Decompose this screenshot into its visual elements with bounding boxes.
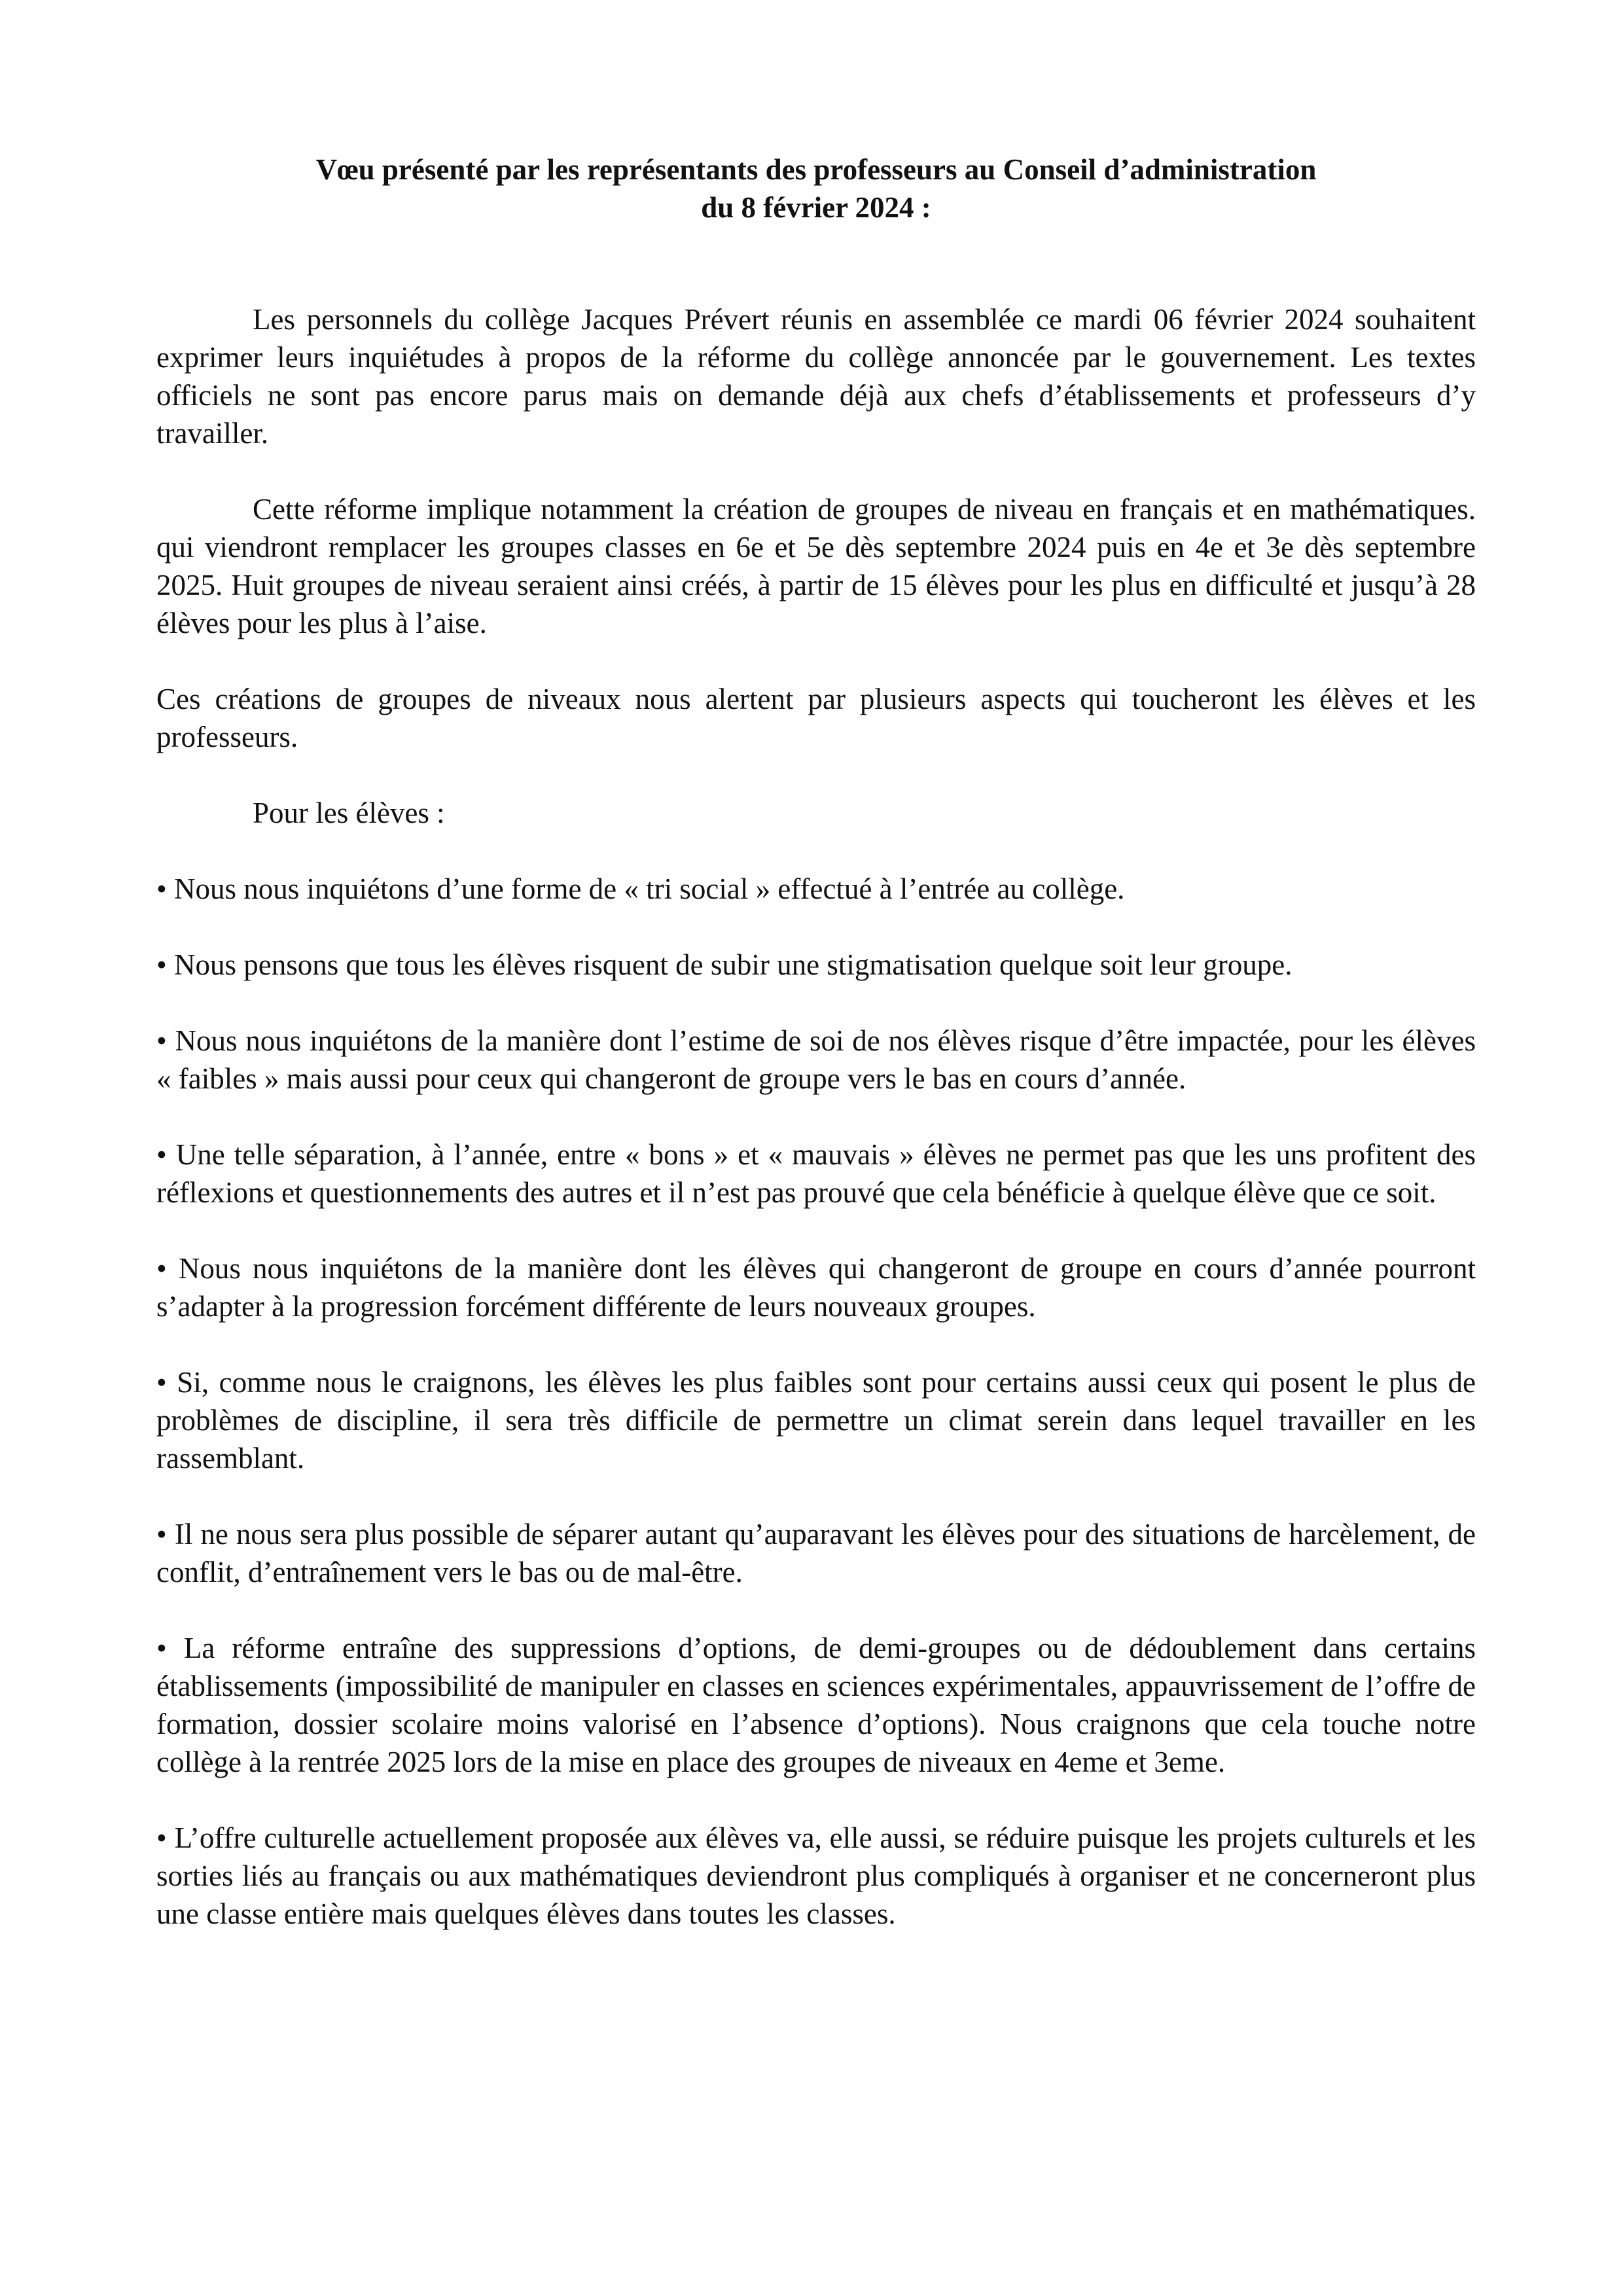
intro-paragraph: Les personnels du collège Jacques Prévert réunis en assemblée ce mardi 06 février 2024 souhaitent exprimer leurs inquiétudes à propos de la réforme du collège annoncée par le gouvernement. Les textes officiels ne sont pas encore parus mais on demande déjà aux chefs d’établissements et professeurs d’y travailler. — [156, 303, 1476, 450]
bullet-item: • Nous pensons que tous les élèves risquent de subir une stigmatisation quelque soit leur groupe. — [156, 946, 1476, 984]
bullet-item: • Il ne nous sera plus possible de séparer autant qu’auparavant les élèves pour des situations de harcèlement, de conflit, d’entraînement vers le bas ou de mal-être. — [156, 1515, 1476, 1591]
bullet-item: • L’offre culturelle actuellement proposée aux élèves va, elle aussi, se réduire puisque les projets culturels et les sorties liés au français ou aux mathématiques deviendront plus compliqués à organiser et ne concerneront plus une classe entière mais quelques élèves dans toutes les classes. — [156, 1819, 1476, 1933]
document-title — [156, 151, 1476, 226]
bullet-item: • Si, comme nous le craignons, les élèves les plus faibles sont pour certains aussi ceux qui posent le plus de problèmes de discipline, il sera très difficile de permettre un climat serein dans lequel travailler en les rassemblant. — [156, 1363, 1476, 1477]
bullet-item: • Une telle séparation, à l’année, entre « bons » et « mauvais » élèves ne permet pas que les uns profitent des réflexions et questionnements des autres et il n’est pas prouvé que cela bénéficie à quelque élève que ce soit. — [156, 1136, 1476, 1211]
section-heading: Pour les élèves : — [253, 797, 445, 829]
reform-paragraph: Cette réforme implique notamment la création de groupes de niveau en français et en mathématiques. qui viendront remplacer les groupes classes en 6e et 5e dès septembre 2024 puis en 4e et 3e dès septembre 2025. Huit groupes de niveau seraient ainsi créés, à partir de 15 élèves pour les plus en difficulté et jusqu’à 28 élèves pour les plus à l’aise. — [156, 493, 1476, 639]
bullet-item: • La réforme entraîne des suppressions d’options, de demi-groupes ou de dédoublement dans certains établissements (impossibilité de manipuler en classes en sciences expérimentales, appauvrissement de l’offre de formation, dossier scolaire moins valorisé en l’absence d’options). Nous craignons que cela touche notre collège à la rentrée 2025 lors de la mise en place des groupes de niveaux en 4eme et 3eme. — [156, 1629, 1476, 1781]
title-line-1: Vœu présenté par les représentants des professeurs au Conseil d’administration — [315, 153, 1317, 186]
bullet-item: • Nous nous inquiétons de la manière dont l’estime de soi de nos élèves risque d’être impactée, pour les élèves « faibles » mais aussi pour ceux qui changeront de groupe vers le bas en cours d’année. — [156, 1022, 1476, 1098]
title-line-2: du 8 février 2024 : — [701, 191, 931, 224]
alert-paragraph: Ces créations de groupes de niveaux nous alertent par plusieurs aspects qui toucheront les élèves et les professeurs. — [156, 683, 1476, 753]
document-body — [156, 300, 1476, 1933]
document-page — [156, 151, 1476, 1971]
bullet-item: • Nous nous inquiétons d’une forme de « tri social » effectué à l’entrée au collège. — [156, 870, 1476, 908]
bullet-item: • Nous nous inquiétons de la manière dont les élèves qui changeront de groupe en cours d’année pourront s’adapter à la progression forcément différente de leurs nouveaux groupes. — [156, 1249, 1476, 1325]
